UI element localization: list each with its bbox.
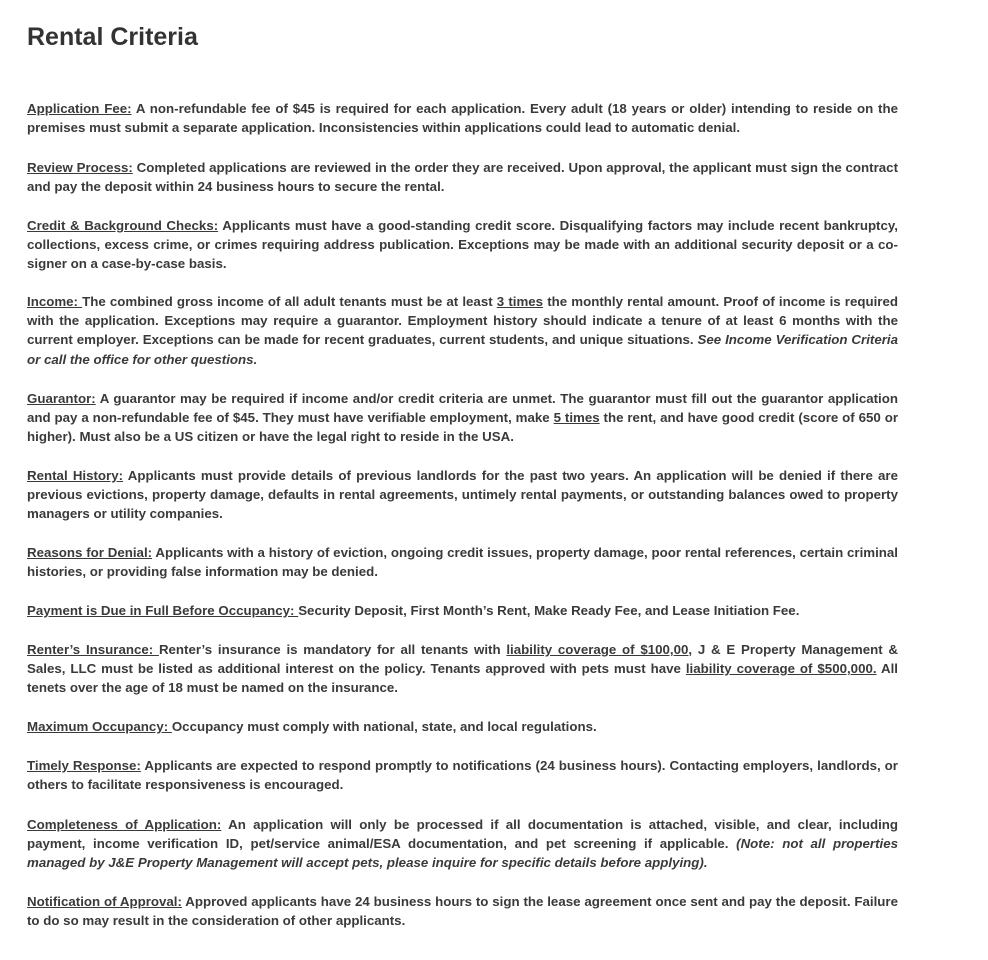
section-application-fee (27, 99, 898, 137)
section-text: Renter’s insurance is mandatory for all tenants with (158, 642, 507, 657)
section-text: All tenets over the age of 18 must be named on the insurance. (27, 661, 898, 696)
pet-liability-coverage: liability coverage of $500,000. (685, 661, 877, 677)
section-heading: Rental History: (27, 468, 124, 483)
section-heading: Maximum Occupancy: (27, 719, 172, 734)
section-heading: Review Process: (27, 160, 133, 175)
section-note: (Note: not all properties managed by J&E Property Management will accept pets, please inquire for specific details before applying). (27, 836, 898, 871)
section-text: the monthly rental amount. Proof of income is required with the application. Exceptions may require a guarantor. Employment history should indicate a tenure of at least 6 months with the current employer. Exceptions can be made for recent graduates, current students, and unique situations. (27, 294, 899, 348)
section-text: , J & E Property Management & Sales, LLC must be listed as additional interest on the policy. Tenants approved with pets must have (27, 642, 898, 677)
section-heading: Reasons for Denial: (27, 545, 153, 560)
section-text: Occupancy must comply with national, state, and local regulations. (171, 719, 597, 734)
section-heading: Guarantor: (27, 391, 96, 406)
section-income (27, 292, 898, 369)
section-heading: Application Fee: (27, 101, 132, 116)
section-heading: Timely Response: (27, 758, 141, 773)
section-text: Applicants with a history of eviction, ongoing credit issues, property damage, poor rental references, certain criminal histories, or providing false information may be denied. (27, 545, 898, 580)
section-renters-insurance (27, 640, 898, 698)
section-reasons-denial (27, 543, 898, 581)
section-text: Completed applications are reviewed in the order they are received. Upon approval, the applicant must sign the contract and pay the deposit within 24 business hours to secure the rental. (27, 160, 898, 195)
guarantor-multiplier: 5 times (553, 410, 600, 426)
section-timely-response (27, 756, 898, 794)
section-text: Security Deposit, First Month’s Rent, Make Ready Fee, and Lease Initiation Fee. (298, 603, 800, 618)
section-heading: Notification of Approval: (27, 894, 182, 909)
section-text: A guarantor may be required if income and/or credit criteria are unmet. The guarantor must fill out the guarantor application and pay a non-refundable fee of $45. They must have verifiable employment, make (27, 391, 898, 426)
section-text: Approved applicants have 24 business hours to sign the lease agreement once sent and pay the deposit. Failure to do so may result in the consideration of other applicants. (27, 894, 898, 929)
section-text: The combined gross income of all adult tenants must be at least (82, 294, 497, 309)
section-text: A non-refundable fee of $45 is required for each application. Every adult (18 years or older) intending to reside on the premises must submit a separate application. Inconsistencies within applications could lead to automatic denial. (27, 101, 898, 136)
liability-coverage: liability coverage of $100,00 (506, 642, 689, 657)
section-heading: Payment is Due in Full Before Occupancy: (27, 603, 299, 618)
section-rental-history (27, 466, 898, 524)
section-note: See Income Verification Criteria or call the office for other questions. (27, 332, 898, 367)
section-guarantor (27, 389, 898, 447)
section-text: the rent, and have good credit (score of 650 or higher). Must also be a US citizen or have the legal right to reside in the USA. (27, 410, 898, 445)
section-text: An application will only be processed if all documentation is attached, visible, and clear, including payment, income verification ID, pet/service animal/ESA documentation, and pet screening if applicable. (27, 817, 899, 852)
section-payment-due (27, 601, 898, 620)
section-text: Applicants must provide details of previous landlords for the past two years. An application will be denied if there are previous evictions, property damage, defaults in rental agreements, untimely rental payments, or outstanding balances owed to property managers or utility companies. (27, 468, 898, 522)
section-credit-background (27, 216, 898, 274)
section-completeness (27, 815, 898, 873)
section-text: Applicants must have a good-standing credit score. Disqualifying factors may include recent bankruptcy, collections, excess crime, or crimes requiring address publication. Exceptions may be made with an additional security deposit or a co-signer on a case-by-case basis. (27, 218, 898, 272)
section-heading: Credit & Background Checks: (27, 218, 219, 233)
section-heading: Completeness of Application: (27, 817, 222, 832)
section-heading: Income: (27, 294, 83, 309)
income-multiplier: 3 times (496, 294, 544, 309)
section-text: Applicants are expected to respond promptly to notifications (24 business hours). Contacting employers, landlords, or others to facilitate responsiveness is encouraged. (27, 758, 898, 793)
section-maximum-occupancy (27, 717, 898, 736)
section-notification-approval (27, 892, 898, 930)
section-heading: Renter’s Insurance: (27, 642, 159, 657)
page-title: Rental Criteria (27, 23, 198, 51)
section-review-process (27, 158, 898, 196)
